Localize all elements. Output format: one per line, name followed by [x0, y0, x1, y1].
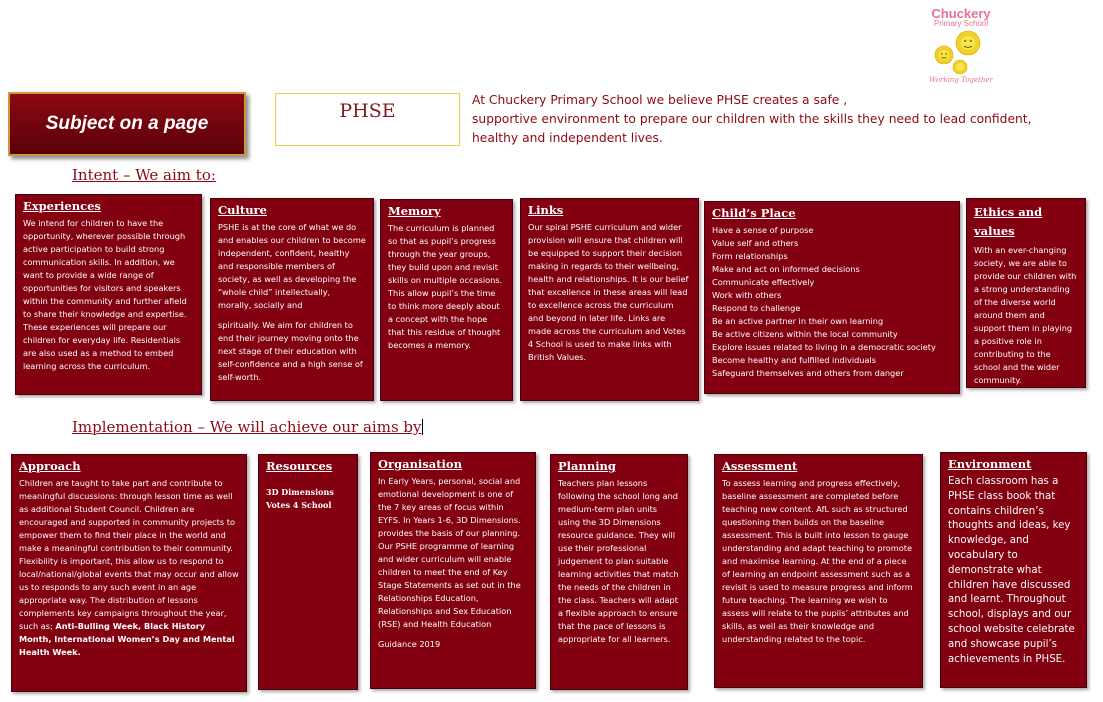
planning-text: Teachers plan lessons following the school long and medium-term plan units using the 3D Dimensions resource guidance. They will use their professional judgement to plan suitable learning activities that match the needs of the children in the class. Teachers will adapt a flexible approach to ensure that the pace of lessons is appropriate for all learners.: [558, 478, 679, 644]
implementation-heading: [72, 418, 423, 436]
subject-name: PHSE: [339, 100, 396, 122]
childs-place-card: [704, 201, 960, 394]
list-item: Have a sense of purpose: [712, 225, 814, 235]
list-item: Be active citizens within the local community: [712, 329, 898, 339]
approach-campaigns: Anti-Bulling Week, Black History Month, International Women’s Day and Mental Health Week.: [19, 621, 235, 657]
logo-tagline: Working Together: [929, 76, 993, 84]
memory-title: Memory: [388, 204, 441, 218]
list-item: Explore issues related to living in a democratic society: [712, 342, 936, 352]
list-item: 3D Dimensions: [266, 487, 334, 497]
links-title: Links: [528, 203, 564, 217]
ethics-text: With an ever-changing society, we are able to provide our children with a strong understanding of the diverse world around them and support them in playing a positive role in contributing to the school and the wider community.: [974, 245, 1077, 385]
resources-card: [258, 454, 358, 690]
memory-text: The curriculum is planned so that as pupil’s progress through the year groups, they build upon and revisit skills on multiple occasions. This allow pupil’s the time to think more deeply about a concept with the hope that this residue of thought becomes a memory.: [388, 223, 503, 350]
logo-school-subtitle: Primary School: [933, 19, 989, 28]
culture-text-2: spiritually. We aim for children to end their journey moving onto the next stage of their education with self-confidence and a high sense of self-worth.: [218, 320, 363, 382]
environment-text: Each classroom has a PHSE class book that contains children’s thoughts and ideas, key knowledge, and vocabulary to demonstrate what children have discussed and learnt. Throughout school, displays and our school website celebrate and showcase pupil’s achievements in PHSE.: [948, 476, 1075, 665]
links-card: [520, 198, 699, 401]
culture-title: Culture: [218, 203, 267, 217]
culture-text-1: PSHE is at the core of what we do and enables our children to become independent, confident, healthy and responsible members of society, as well as developing the “whole child” intellectually, morally, socially and: [218, 222, 366, 310]
list-item: Communicate effectively: [712, 277, 815, 287]
list-item: Become healthy and fulfilled individuals: [712, 355, 877, 365]
assessment-title: Assessment: [722, 459, 798, 473]
list-item: Form relationships: [712, 251, 788, 261]
approach-card: [11, 454, 247, 692]
environment-title: Environment: [948, 457, 1032, 471]
list-item: Respond to challenge: [712, 303, 801, 313]
childs-place-list: [712, 224, 952, 380]
assessment-card: [714, 454, 923, 688]
experiences-text: We intend for children to have the opportunity, wherever possible through active participation to build strong communication skills. In addition, we want to provide a wide range of opportunities for visitors and speakers within the community and further afield to share their knowledge and expertise. These experiences will prepare our children for everyday life. Residentials are also used as a method to embed learning across the curriculum.: [23, 218, 187, 371]
ethics-card: [966, 198, 1086, 388]
childs-place-title: Child’s Place: [712, 206, 796, 220]
links-text: Our spiral PSHE curriculum and wider provision will ensure that children will be equipped to support their decision making in regards to their wellbeing, health and relationships. It is our belief that excellence in these areas will lead to excellence across the curriculum and beyond in later life. Links are made across the curriculum and Votes 4 School is used to make links with British Values.: [528, 222, 689, 362]
subject-name-box: [275, 93, 460, 146]
belief-line-2: supportive environment to prepare our children with the skills they need to lead confident,: [472, 112, 1032, 126]
memory-card: [380, 199, 513, 401]
belief-statement: [472, 91, 1092, 148]
list-item: Make and act on informed decisions: [712, 264, 860, 274]
culture-card: [210, 198, 374, 401]
list-item: Be an active partner in their own learning: [712, 316, 884, 326]
organisation-text-1: In Early Years, personal, social and emotional development is one of the 7 key areas of focus within EYFS. In Years 1-6, 3D Dimensions. provides the basis of our planning. Our PSHE programme of learning and wider curriculum will enable children to meet the end of Key Stage Statements as set out in the Relationships Education, Relationships and Sex Education (RSE) and Health Education: [378, 476, 521, 629]
belief-line-3: healthy and independent lives.: [472, 131, 663, 145]
banner-title: Subject on a page: [45, 113, 209, 134]
experiences-card: [15, 194, 202, 395]
sunflower-logo-icon: [918, 28, 1004, 80]
experiences-title: Experiences: [23, 199, 101, 213]
logo-school-name: Chuckery: [931, 6, 991, 21]
organisation-card: [370, 452, 536, 689]
list-item: Votes 4 School: [266, 500, 332, 510]
planning-title: Planning: [558, 459, 616, 473]
list-item: Value self and others: [712, 238, 799, 248]
implementation-heading-text: Implementation – We will achieve our aims by: [72, 418, 422, 436]
assessment-text: To assess learning and progress effectively, baseline assessment are completed before teaching new content. AfL such as structured questioning then builds on the baseline assessment. This is built into lesson to gauge understanding and adapt teaching to promote and maximise learning. At the end of a piece of learning an endpoint assessment such as a revisit is used to measure progress and inform future teaching. The learning we wish to assess will relate to the pupils’ attributes and skills, as well as their knowledge and understanding related to the topic.: [722, 478, 913, 644]
school-logo: [918, 6, 1004, 96]
ethics-title: Ethics and values: [974, 205, 1043, 238]
intent-heading: Intent – We aim to:: [72, 166, 216, 184]
list-item: Work with others: [712, 290, 782, 300]
organisation-text-2: Guidance 2019: [378, 639, 441, 649]
belief-line-1: At Chuckery Primary School we believe PHSE creates a safe ,: [472, 93, 848, 107]
approach-title: Approach: [19, 459, 81, 473]
subject-on-a-page-banner: [8, 92, 246, 156]
approach-text: Children are taught to take part and contribute to meaningful discussions: through lesson time as well as additional Student Council. Children are encouraged and supported in community projects to empower them to find their place in the world and make a meaningful contribution to their community. Flexibility is important, this allow us to respond to local/national/global events that may occur and allow us to responds to any such event in an age appropriate way. The distribution of lessons complements key campaigns throughout the year, such as;: [19, 478, 239, 631]
list-item: Safeguard themselves and others from danger: [712, 368, 904, 378]
planning-card: [550, 454, 688, 690]
organisation-title: Organisation: [378, 457, 462, 471]
resources-title: Resources: [266, 459, 333, 473]
environment-card: [940, 452, 1087, 688]
